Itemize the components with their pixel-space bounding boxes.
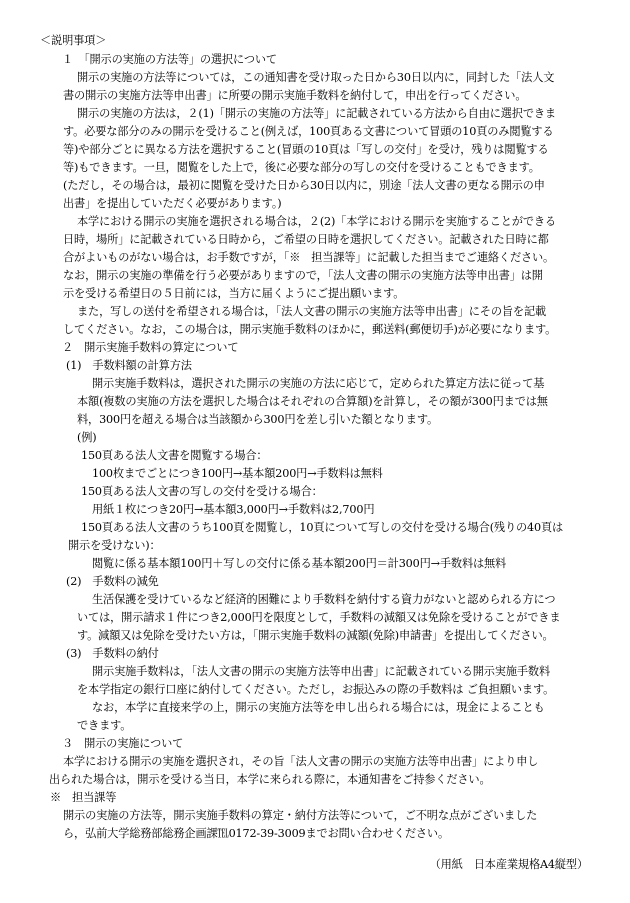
- subsection-3-line: を本学指定の銀行口座に納付してください。ただし，お振込みの際の手数料は ご負担願います。: [77, 683, 555, 696]
- subsection-1-line: 料，300円を超える場合は当該額から300円を差し引いた額となります。: [77, 413, 439, 426]
- subsection-1-line: 本額(複数の実施の方法を選択した場合はそれぞれの合算額)を計算し，その額が300円までは無: [77, 395, 548, 408]
- contact-line: 開示の実施の方法等，開示実施手数料の算定・納付方法等について，ご不明な点がございました: [63, 809, 538, 822]
- heading: ＜説明事項＞: [40, 34, 107, 47]
- subsection-3-title: (3) 手数料の納付: [66, 647, 159, 660]
- example-1: 150頁ある法人文書を閲覧する場合：: [81, 449, 268, 462]
- section-1-line: す。必要な部分のみの開示を受けること(例えば，100頁ある文書について冒頭の10頁のみ閲覧する: [63, 125, 554, 138]
- example-label: (例): [77, 431, 97, 444]
- example-1-calc: 100枚までごとにつき100円→基本額200円→手数料は無料: [92, 467, 383, 480]
- section-1-line: 等)もできます。一旦，閲覧をした上で，後に必要な部分の写しの交付を受けることもできます。: [63, 161, 540, 174]
- subsection-3-line: 開示実施手数料は，「法人文書の開示の実施方法等申出書」に記載されている開示実施手数料: [92, 665, 550, 678]
- subsection-3-line: できます。: [77, 719, 132, 732]
- section-1-line: 合がよいものがない場合は，お手数ですが，「※ 担当課等」に記載した担当までご連絡ください。: [63, 251, 555, 264]
- subsection-2-line: す。減額又は免除を受けたい方は，「開示実施手数料の減額(免除)申請書」を提出してください。: [77, 629, 554, 642]
- paper-size-note: （用紙 日本産業規格A4縦型）: [429, 858, 588, 872]
- section-3-line: 本学における開示の実施を選択され，その旨「法人文書の開示の実施方法等申出書」により申し: [63, 755, 539, 768]
- example-2: 150頁ある法人文書の写しの交付を受ける場合：: [81, 485, 323, 498]
- subsection-1-title: (1) 手数料額の計算方法: [66, 359, 192, 372]
- section-2-title: ２ 開示実施手数料の算定について: [62, 341, 239, 354]
- section-1-line: 出書」を提出していただく必要があります。): [63, 197, 282, 210]
- section-1-line: 書の開示の実施方法等申出書」に所要の開示実施手数料を納付して，申出を行ってください。: [63, 89, 527, 102]
- section-1-line: (ただし，その場合は，最初に閲覧を受けた日から30日以内に，別途「法人文書の更なる開示の申: [63, 179, 545, 192]
- subsection-2-line: いては，開示請求１件につき2,000円を限度として，手数料の減額又は免除を受けることができま: [77, 611, 561, 624]
- subsection-1-line: 開示実施手数料は，選択された開示の実施の方法に応じて，定められた算定方法に従って基: [92, 377, 545, 390]
- contact-title: ※ 担当課等: [50, 791, 117, 804]
- section-1-line: また，写しの送付を希望される場合は，「法人文書の開示の実施方法等申出書」にその旨を記載: [77, 305, 547, 318]
- section-1-line: 本学における開示の実施を選択される場合は，２(2)「本学における開示を実施することができる: [77, 215, 556, 228]
- section-1-line: 開示の実施の方法等については，この通知書を受け取った日から30日以内に，同封した「法人文: [77, 71, 555, 84]
- section-1-line: なお，開示の実施の準備を行う必要がありますので，「法人文書の開示の実施方法等申出書」は開: [63, 269, 543, 282]
- subsection-3-line: なお，本学に直接来学の上，開示の実施方法等を申し出られる場合には，現金によることも: [92, 701, 545, 714]
- section-1-line: 日時，場所」に記載されている日時から，ご希望の日時を選択してください。記載された日時に都: [63, 233, 549, 246]
- example-2-calc: 用紙１枚につき20円→基本額3,000円→手数料は2,700円: [92, 503, 375, 516]
- contact-line: ら，弘前大学総務部総務企画課℡0172-39-3009までお問い合わせください。: [63, 827, 449, 840]
- section-1-line: 開示の実施の方法は，２(1)「開示の実施の方法等」に記載されている方法から自由に選択できま: [77, 107, 556, 120]
- example-3: 150頁ある法人文書のうち100頁を閲覧し，10頁について写しの交付を受ける場合(残りの40頁は: [81, 521, 564, 534]
- example-3-cont: 開示を受けない)：: [68, 539, 161, 552]
- subsection-2-title: (2) 手数料の減免: [66, 575, 159, 588]
- section-1-line: 示を受ける希望日の５日前には，当方に届くようにご提出願います。: [63, 287, 405, 300]
- section-1-title: １ 「開示の実施の方法等」の選択について: [62, 53, 277, 66]
- section-3-line: 出られた場合は，開示を受ける当日，本学に来られる際に，本通知書をご持参ください。: [49, 773, 491, 786]
- subsection-2-line: 生活保護を受けているなど経済的困難により手数料を納付する資力がないと認められる方につ: [92, 593, 556, 606]
- section-1-line: してください。なお，この場合は，開示実施手数料のほかに，郵送料(郵便切手)が必要になります。: [63, 323, 557, 336]
- section-1-line: 等)や部分ごとに異なる方法を選択すること(冒頭の10頁は「写しの交付」を受け，残りは閲覧する: [63, 143, 549, 156]
- example-3-calc: 閲覧に係る基本額100円＋写しの交付に係る基本額200円＝計300円→手数料は無料: [92, 557, 507, 570]
- section-3-title: ３ 開示の実施について: [62, 737, 184, 750]
